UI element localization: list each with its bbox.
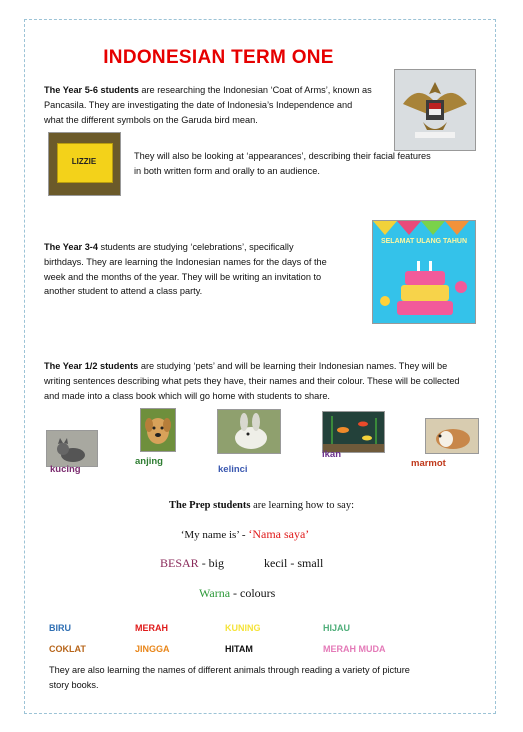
colour-hitam: HITAM [225, 644, 253, 654]
colour-merah-muda: MERAH MUDA [323, 644, 386, 654]
name-phrase [0, 527, 490, 542]
besar-meaning: - big [198, 556, 225, 570]
garuda-image [394, 69, 476, 151]
name-sign-text: LIZZIE [71, 157, 97, 166]
guinea-pig-image [425, 418, 479, 454]
year34-paragraph [44, 240, 330, 299]
colour-hijau: HIJAU [323, 623, 351, 633]
animal-label-marmot: marmot [411, 458, 446, 469]
year12-paragraph [44, 359, 474, 403]
animal-label-kelinci: kelinci [218, 464, 248, 475]
prep-paragraph [0, 500, 523, 511]
warna-word: Warna [199, 586, 231, 600]
animal-label-anjing: anjing [135, 456, 163, 467]
year34-heading: The Year 3-4 [44, 242, 98, 252]
cat-icon [47, 431, 97, 466]
colour-coklat: COKLAT [49, 644, 86, 654]
colour-merah: MERAH [135, 623, 168, 633]
dog-image [140, 408, 176, 452]
animal-label-kucing: kucing [50, 464, 81, 475]
animal-label-ikan: ikan [322, 449, 342, 460]
colour-kuning: KUNING [225, 623, 261, 633]
warna-meaning: - colours [230, 586, 276, 600]
kecil-phrase: kecil - small [264, 556, 324, 570]
year56-heading: The Year 5-6 students [44, 85, 139, 95]
year12-text: are studying ‘pets’ and will be learning their Indonesian names. They will be writing sentences describing what pets they have, their names and their colour. These will be collected and made into a class book which will go home with students to share. [44, 361, 460, 401]
year56-appearances-text: They will also be looking at ‘appearances’, describing their facial features in both written form and orally to an audience. [134, 151, 431, 176]
year56-paragraph [44, 83, 374, 127]
prep-text: are learning how to say: [250, 500, 354, 511]
cat-image [46, 430, 98, 467]
besar-phrase [160, 556, 224, 571]
dog-icon [141, 409, 175, 451]
fish-icon [323, 412, 384, 452]
rabbit-icon [218, 410, 280, 453]
birthday-image [372, 220, 476, 324]
name-phrase-indonesian: ‘Nama saya’ [248, 527, 310, 541]
year56-text: are researching the Indonesian ‘Coat of Arms’, known as Pancasila. They are investigating the date of Indonesia’s Independence and what the different symbols on the Garuda bird mean. [44, 85, 372, 125]
warna-phrase [199, 586, 275, 601]
rabbit-image [217, 409, 281, 454]
colour-biru: BIRU [49, 623, 71, 633]
birthday-cake-icon [373, 221, 475, 323]
name-sign-image [48, 132, 121, 196]
year12-heading: The Year 1/2 students [44, 361, 139, 371]
colour-jingga: JINGGA [135, 644, 170, 654]
closing-paragraph: They are also learning the names of different animals through reading a variety of picture story books. [49, 665, 410, 690]
garuda-icon [395, 70, 475, 150]
birthday-banner-text: SELAMAT ULANG TAHUN [380, 238, 468, 245]
page-title: INDONESIAN TERM ONE [103, 47, 334, 68]
prep-heading: The Prep students [169, 500, 251, 511]
name-phrase-english: ‘My name is’ - [180, 529, 249, 541]
guinea-pig-icon [426, 419, 478, 453]
year34-text: students are studying ‘celebrations’, specifically birthdays. They are learning the Indonesian names for the days of the week and the months of the year. They will be writing an invitation to another student to attend a class party. [44, 242, 327, 297]
fish-image [322, 411, 385, 453]
besar-word: BESAR [160, 556, 199, 570]
